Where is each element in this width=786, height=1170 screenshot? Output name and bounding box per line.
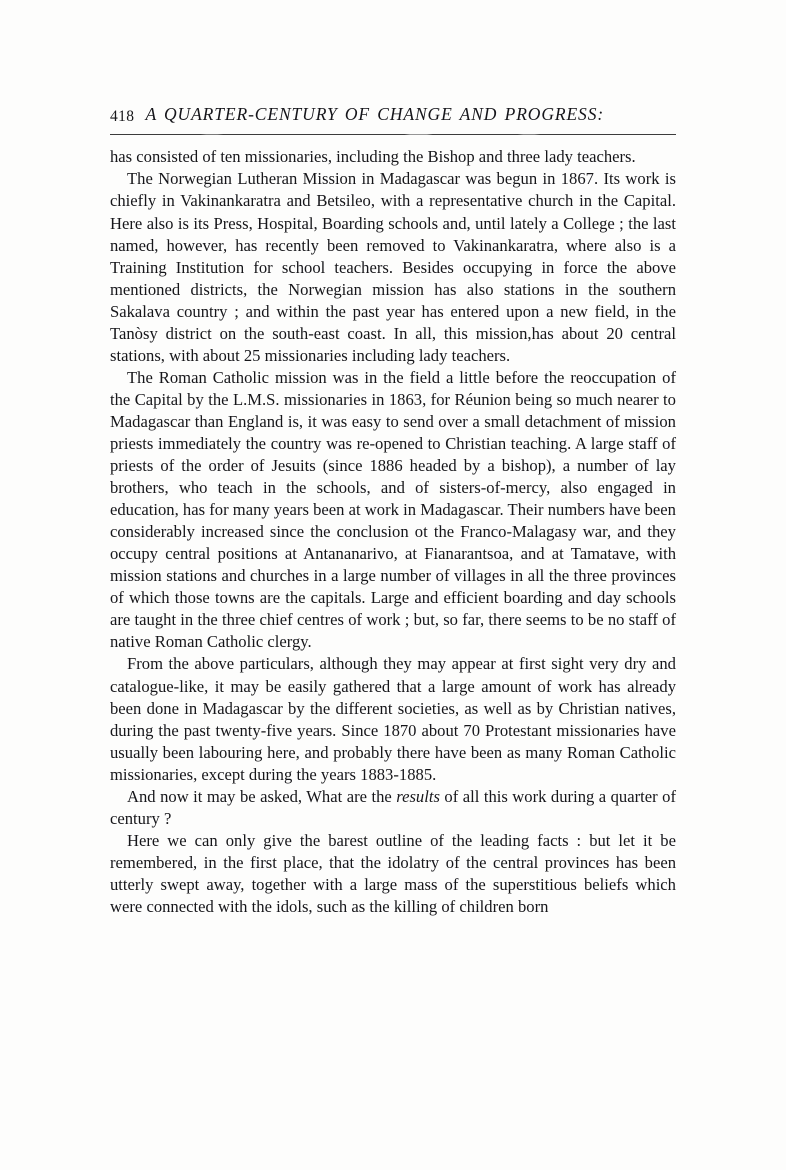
page-folio-number: 418 <box>110 108 135 125</box>
paragraph-4: From the above particulars, although they may appear at first sight very dry and catalogue-like, it may be easily gathered that a large amount of work has already been done in Madagascar by the different societies, as well as by Christian natives, during the past twenty-five years. Since 1870 about 70 Protestant missionaries have usually been labouring here, and probably there have been as many Roman Catholic missionaries, except during the years 1883-1885. <box>110 654 676 784</box>
page-content-block <box>110 104 676 918</box>
paragraph-6: Here we can only give the barest outline of the leading facts : but let it be remembered, in the first place, that the idolatry of the central provinces has been utterly swept away, together with a large mass of the superstitious beliefs which were connected with the idols, such as the killing of children born <box>110 830 676 916</box>
header-rule-divider <box>110 134 676 135</box>
running-head-title: A QUARTER-CENTURY OF CHANGE AND PROGRESS: <box>145 104 605 124</box>
paragraph-5: And now it may be asked, What are the results of all this work during a quarter of century ? <box>110 786 676 828</box>
running-head <box>110 104 676 128</box>
paragraph-1: has consisted of ten missionaries, including the Bishop and three lady teachers. <box>110 147 636 167</box>
body-text-column <box>110 146 676 918</box>
paragraph-3: The Roman Catholic mission was in the field a little before the reoccupation of the Capital by the L.M.S. missionaries in 1863, for Réunion being so much nearer to Madagascar than England is, it was easy to send over a small detachment of mission priests immediately the country was re-opened to Christian teaching. A large staff of priests of the order of Jesuits (since 1886 headed by a bishop), a number of lay brothers, who teach in the schools, and of sisters-of-mercy, also engaged in education, has for many years been at work in Madagascar. Their numbers have been considerably increased since the conclusion ot the Franco-Malagasy war, and they occupy central positions at Antananarivo, at Fianarantsoa, and at Tamatave, with mission stations and churches in a large number of villages in all the three provinces of which those towns are the capitals. Large and efficient boarding and day schools are taught in the three chief centres of work ; but, so far, there seems to be no staff of native Roman Catholic clergy. <box>110 367 676 652</box>
paragraph-2: The Norwegian Lutheran Mission in Madagascar was begun in 1867. Its work is chiefly in Vakinankaratra and Betsileo, with a representative church in the Capital. Here also is its Press, Hospital, Boarding schools and, until lately a College ; the last named, however, has recently been removed to Vakinankaratra, where also is a Training Institution for school teachers. Besides occupying in force the above mentioned districts, the Norwegian mission has also stations in the southern Sakalava country ; and within the past year has entered upon a new field, in the Tanòsy district on the south-east coast. In all, this mission,has about 20 central stations, with about 25 missionaries including lady teachers. <box>110 169 676 365</box>
